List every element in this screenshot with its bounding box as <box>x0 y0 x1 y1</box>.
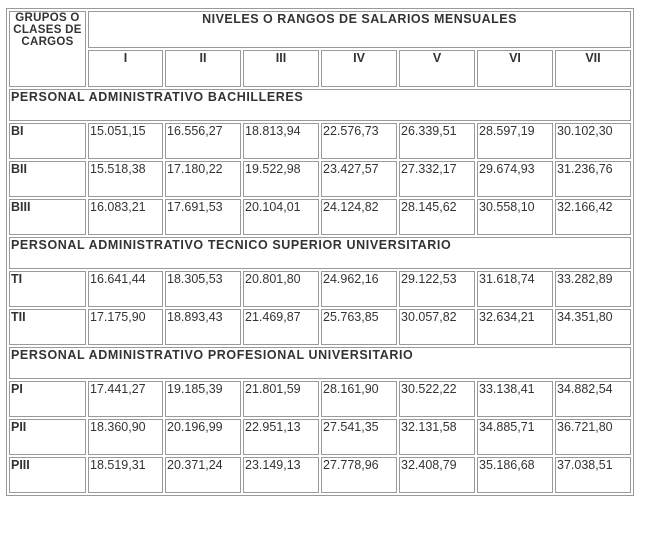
salary-cell: 28.161,90 <box>321 381 397 417</box>
table-row <box>9 381 631 417</box>
salary-cell: 31.618,74 <box>477 271 553 307</box>
salary-cell: 18.519,31 <box>88 457 163 493</box>
salary-cell: 34.351,80 <box>555 309 631 345</box>
salary-cell: 23.149,13 <box>243 457 319 493</box>
salary-cell: 30.522,22 <box>399 381 475 417</box>
grade-code: PIII <box>9 457 86 493</box>
salary-cell: 17.175,90 <box>88 309 163 345</box>
salary-table-container <box>6 8 634 496</box>
salary-cell: 20.371,24 <box>165 457 241 493</box>
salary-cell: 25.763,85 <box>321 309 397 345</box>
salary-cell: 17.691,53 <box>165 199 241 235</box>
salary-cell: 22.951,13 <box>243 419 319 455</box>
salary-cell: 29.122,53 <box>399 271 475 307</box>
grade-code: BIII <box>9 199 86 235</box>
salary-cell: 36.721,80 <box>555 419 631 455</box>
level-header: II <box>165 50 241 87</box>
level-header: VII <box>555 50 631 87</box>
grade-code: TI <box>9 271 86 307</box>
table-row <box>9 199 631 235</box>
salary-cell: 16.083,21 <box>88 199 163 235</box>
salary-cell: 24.124,82 <box>321 199 397 235</box>
salary-cell: 19.522,98 <box>243 161 319 197</box>
salary-cell: 20.801,80 <box>243 271 319 307</box>
table-row <box>9 123 631 159</box>
salary-cell: 32.408,79 <box>399 457 475 493</box>
level-header: V <box>399 50 475 87</box>
header-row <box>9 11 631 48</box>
salary-cell: 30.558,10 <box>477 199 553 235</box>
grade-code: TII <box>9 309 86 345</box>
salary-cell: 21.801,59 <box>243 381 319 417</box>
section-row <box>9 89 631 121</box>
salary-cell: 20.196,99 <box>165 419 241 455</box>
grade-code: BII <box>9 161 86 197</box>
level-header: IV <box>321 50 397 87</box>
salary-cell: 16.641,44 <box>88 271 163 307</box>
salary-table <box>6 8 634 496</box>
salary-cell: 22.576,73 <box>321 123 397 159</box>
salary-cell: 17.441,27 <box>88 381 163 417</box>
salary-cell: 21.469,87 <box>243 309 319 345</box>
salary-cell: 18.813,94 <box>243 123 319 159</box>
salary-cell: 32.634,21 <box>477 309 553 345</box>
group-column-header: GRUPOS O CLASES DE CARGOS <box>9 11 86 87</box>
table-row <box>9 161 631 197</box>
salary-cell: 31.236,76 <box>555 161 631 197</box>
table-row <box>9 457 631 493</box>
levels-row <box>9 50 631 87</box>
table-row <box>9 271 631 307</box>
salary-cell: 28.145,62 <box>399 199 475 235</box>
level-header: VI <box>477 50 553 87</box>
salary-cell: 18.360,90 <box>88 419 163 455</box>
salary-cell: 32.131,58 <box>399 419 475 455</box>
salary-cell: 27.332,17 <box>399 161 475 197</box>
grade-code: BI <box>9 123 86 159</box>
salary-cell: 15.518,38 <box>88 161 163 197</box>
salary-cell: 37.038,51 <box>555 457 631 493</box>
salary-cell: 27.541,35 <box>321 419 397 455</box>
salary-cell: 23.427,57 <box>321 161 397 197</box>
table-row <box>9 309 631 345</box>
section-row <box>9 347 631 379</box>
salary-cell: 27.778,96 <box>321 457 397 493</box>
salary-cell: 24.962,16 <box>321 271 397 307</box>
section-title: PERSONAL ADMINISTRATIVO BACHILLERES <box>9 89 631 121</box>
salary-cell: 17.180,22 <box>165 161 241 197</box>
salary-cell: 35.186,68 <box>477 457 553 493</box>
salary-cell: 26.339,51 <box>399 123 475 159</box>
grade-code: PI <box>9 381 86 417</box>
section-title: PERSONAL ADMINISTRATIVO TECNICO SUPERIOR UNIVERSITARIO <box>9 237 631 269</box>
salary-cell: 15.051,15 <box>88 123 163 159</box>
salary-cell: 20.104,01 <box>243 199 319 235</box>
level-header: III <box>243 50 319 87</box>
salary-cell: 19.185,39 <box>165 381 241 417</box>
salary-cell: 30.102,30 <box>555 123 631 159</box>
table-row <box>9 419 631 455</box>
salary-cell: 29.674,93 <box>477 161 553 197</box>
salary-cell: 18.305,53 <box>165 271 241 307</box>
salary-cell: 34.882,54 <box>555 381 631 417</box>
section-title: PERSONAL ADMINISTRATIVO PROFESIONAL UNIVERSITARIO <box>9 347 631 379</box>
salary-table-body <box>9 11 631 493</box>
level-header: I <box>88 50 163 87</box>
salary-cell: 33.282,89 <box>555 271 631 307</box>
salary-cell: 30.057,82 <box>399 309 475 345</box>
salary-cell: 32.166,42 <box>555 199 631 235</box>
salary-cell: 18.893,43 <box>165 309 241 345</box>
grade-code: PII <box>9 419 86 455</box>
salary-cell: 34.885,71 <box>477 419 553 455</box>
salary-cell: 28.597,19 <box>477 123 553 159</box>
salary-levels-title: NIVELES O RANGOS DE SALARIOS MENSUALES <box>88 11 631 48</box>
section-row <box>9 237 631 269</box>
salary-cell: 16.556,27 <box>165 123 241 159</box>
salary-cell: 33.138,41 <box>477 381 553 417</box>
